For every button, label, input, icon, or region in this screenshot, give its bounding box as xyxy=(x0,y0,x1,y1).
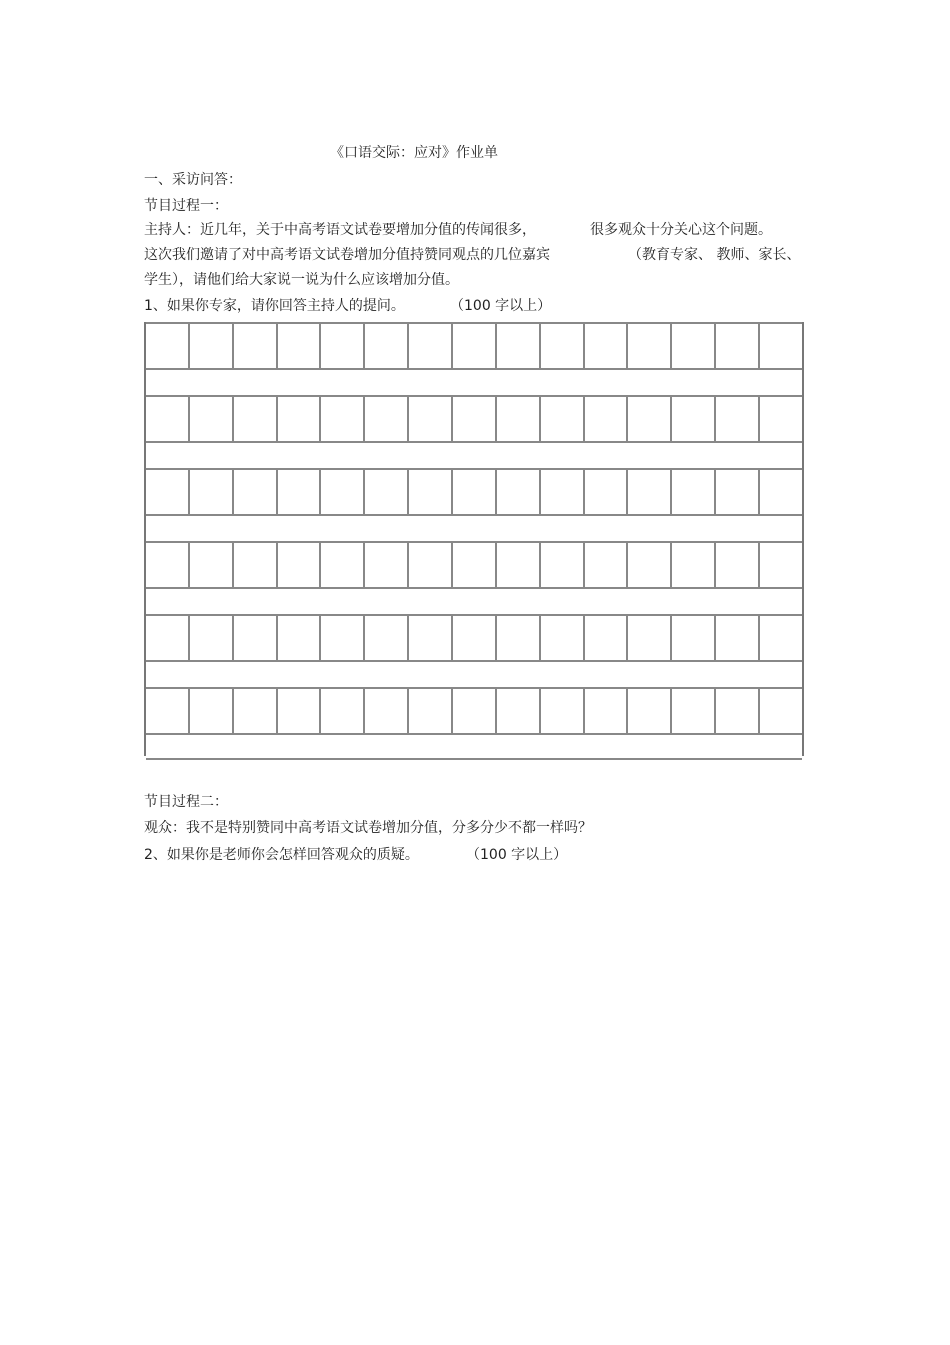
grid-cell[interactable] xyxy=(760,689,802,733)
grid-row xyxy=(146,687,802,735)
grid-cell[interactable] xyxy=(716,689,760,733)
host-line-3: 学生），请他们给大家说一说为什么应该增加分值。 xyxy=(144,272,459,288)
grid-cell[interactable] xyxy=(190,470,234,514)
grid-cell[interactable] xyxy=(278,397,322,441)
grid-cell[interactable] xyxy=(146,397,190,441)
grid-cell[interactable] xyxy=(760,397,802,441)
grid-cell[interactable] xyxy=(585,397,629,441)
grid-cell[interactable] xyxy=(234,470,278,514)
question-1 xyxy=(144,296,804,316)
grid-bottom-line xyxy=(146,758,802,760)
grid-cell[interactable] xyxy=(497,397,541,441)
grid-cell[interactable] xyxy=(672,470,716,514)
grid-cell[interactable] xyxy=(278,543,322,587)
grid-cell[interactable] xyxy=(497,470,541,514)
grid-cell[interactable] xyxy=(628,616,672,660)
grid-cell[interactable] xyxy=(497,543,541,587)
grid-cell[interactable] xyxy=(146,689,190,733)
grid-cell[interactable] xyxy=(146,324,190,368)
grid-cell[interactable] xyxy=(365,616,409,660)
grid-row xyxy=(146,468,802,516)
grid-cell[interactable] xyxy=(672,543,716,587)
grid-cell[interactable] xyxy=(278,616,322,660)
grid-cell[interactable] xyxy=(585,324,629,368)
grid-cell[interactable] xyxy=(716,616,760,660)
grid-cell[interactable] xyxy=(234,543,278,587)
grid-cell[interactable] xyxy=(321,689,365,733)
grid-cell[interactable] xyxy=(453,616,497,660)
grid-cell[interactable] xyxy=(234,689,278,733)
grid-row xyxy=(146,322,802,370)
grid-cell[interactable] xyxy=(190,689,234,733)
grid-cell[interactable] xyxy=(497,324,541,368)
grid-cell[interactable] xyxy=(190,543,234,587)
question-2-word-count: （100 字以上） xyxy=(466,847,568,863)
host-line-1-part-b: 很多观众十分关心这个问题。 xyxy=(590,222,772,238)
grid-cell[interactable] xyxy=(672,616,716,660)
grid-cell[interactable] xyxy=(365,324,409,368)
host-line-2 xyxy=(144,245,804,265)
grid-cell[interactable] xyxy=(409,470,453,514)
grid-cell[interactable] xyxy=(190,324,234,368)
segment-two-heading: 节目过程二： xyxy=(144,794,228,810)
grid-cell[interactable] xyxy=(541,543,585,587)
grid-cell[interactable] xyxy=(409,397,453,441)
grid-cell[interactable] xyxy=(628,543,672,587)
grid-cell[interactable] xyxy=(146,470,190,514)
grid-cell[interactable] xyxy=(365,543,409,587)
grid-cell[interactable] xyxy=(146,616,190,660)
host-line-1 xyxy=(144,220,804,240)
grid-row xyxy=(146,614,802,662)
grid-cell[interactable] xyxy=(585,616,629,660)
grid-cell[interactable] xyxy=(453,470,497,514)
grid-cell[interactable] xyxy=(365,689,409,733)
grid-cell[interactable] xyxy=(409,324,453,368)
segment-one-heading: 节目过程一： xyxy=(144,198,228,214)
grid-cell[interactable] xyxy=(628,324,672,368)
audience-line: 观众：我不是特别赞同中高考语文试卷增加分值，分多分少不都一样吗？ xyxy=(144,820,592,836)
question-2-text: 2、如果你是老师你会怎样回答观众的质疑。 xyxy=(144,847,419,863)
grid-cell[interactable] xyxy=(190,616,234,660)
grid-cell[interactable] xyxy=(760,543,802,587)
grid-row xyxy=(146,395,802,443)
grid-cell[interactable] xyxy=(716,543,760,587)
grid-row xyxy=(146,541,802,589)
grid-cell[interactable] xyxy=(278,470,322,514)
grid-cell[interactable] xyxy=(234,397,278,441)
grid-cell[interactable] xyxy=(409,543,453,587)
grid-cell[interactable] xyxy=(760,324,802,368)
host-line-1-part-a: 主持人：近几年，关于中高考语文试卷要增加分值的传闻很多， xyxy=(144,222,536,238)
grid-cell[interactable] xyxy=(672,324,716,368)
grid-cell[interactable] xyxy=(321,397,365,441)
host-line-2-part-a: 这次我们邀请了对中高考语文试卷增加分值持赞同观点的几位嘉宾 xyxy=(144,247,550,263)
question-1-word-count: （100 字以上） xyxy=(450,298,552,314)
grid-cell[interactable] xyxy=(585,689,629,733)
grid-cell[interactable] xyxy=(278,689,322,733)
grid-cell[interactable] xyxy=(672,397,716,441)
grid-cell[interactable] xyxy=(628,397,672,441)
grid-cell[interactable] xyxy=(146,543,190,587)
grid-cell[interactable] xyxy=(541,324,585,368)
grid-cell[interactable] xyxy=(321,470,365,514)
page-title: 《口语交际：应对》作业单 xyxy=(330,145,498,161)
grid-cell[interactable] xyxy=(585,543,629,587)
grid-cell[interactable] xyxy=(453,397,497,441)
grid-cell[interactable] xyxy=(541,616,585,660)
grid-cell[interactable] xyxy=(716,397,760,441)
grid-cell[interactable] xyxy=(365,470,409,514)
grid-cell[interactable] xyxy=(672,689,716,733)
grid-cell[interactable] xyxy=(541,397,585,441)
grid-cell[interactable] xyxy=(190,397,234,441)
grid-cell[interactable] xyxy=(541,470,585,514)
grid-cell[interactable] xyxy=(453,543,497,587)
grid-cell[interactable] xyxy=(497,689,541,733)
grid-cell[interactable] xyxy=(585,470,629,514)
section-heading-interview: 一、采访问答： xyxy=(144,172,242,188)
grid-cell[interactable] xyxy=(628,470,672,514)
grid-cell[interactable] xyxy=(409,689,453,733)
grid-cell[interactable] xyxy=(453,689,497,733)
grid-cell[interactable] xyxy=(321,616,365,660)
grid-cell[interactable] xyxy=(453,324,497,368)
grid-cell[interactable] xyxy=(321,324,365,368)
grid-cell[interactable] xyxy=(409,616,453,660)
host-line-2-part-b: （教育专家、 教师、家长、 xyxy=(628,247,801,263)
grid-cell[interactable] xyxy=(760,616,802,660)
question-2 xyxy=(144,845,804,865)
grid-cell[interactable] xyxy=(716,470,760,514)
grid-cell[interactable] xyxy=(234,324,278,368)
grid-cell[interactable] xyxy=(541,689,585,733)
grid-cell[interactable] xyxy=(234,616,278,660)
writing-grid[interactable] xyxy=(144,322,804,756)
grid-cell[interactable] xyxy=(760,470,802,514)
grid-cell[interactable] xyxy=(497,616,541,660)
grid-cell[interactable] xyxy=(628,689,672,733)
grid-cell[interactable] xyxy=(365,397,409,441)
grid-cell[interactable] xyxy=(278,324,322,368)
grid-cell[interactable] xyxy=(716,324,760,368)
grid-cell[interactable] xyxy=(321,543,365,587)
question-1-text: 1、如果你专家，请你回答主持人的提问。 xyxy=(144,298,405,314)
